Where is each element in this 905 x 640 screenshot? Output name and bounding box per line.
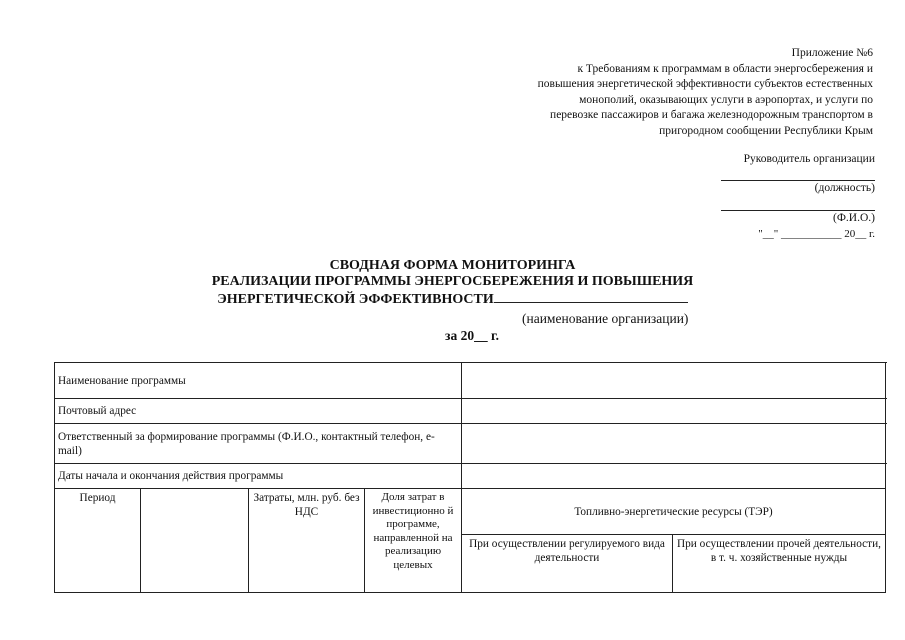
title-line-2: РЕАЛИЗАЦИИ ПРОГРАММЫ ЭНЕРГОСБЕРЕЖЕНИЯ И ПОВЫШЕНИЯ [211, 274, 694, 289]
row-label-dates: Даты начала и окончания действия программы [55, 464, 462, 489]
title-line-3-text: ЭНЕРГЕТИЧЕСКОЙ ЭФФЕКТИВНОСТИ [217, 292, 494, 307]
header-share: Доля затрат в инвестиционно й программе, направленной на реализацию целевых [365, 489, 462, 593]
value-responsible [462, 424, 886, 464]
approval-date: "__" ___________ 20__ г. [758, 228, 875, 240]
organization-name-blank [494, 290, 688, 303]
header-period: Период [55, 489, 141, 593]
row-label-responsible: Ответственный за формирование программы (Ф.И.О., контактный телефон, e-mail) [55, 424, 462, 464]
fio-caption: (Ф.И.О.) [833, 212, 875, 224]
approval-head: Руководитель организации [743, 153, 875, 165]
header-empty [141, 489, 249, 593]
appendix-line: пригородном сообщении Республики Крым [659, 124, 873, 137]
title-line-1: СВОДНАЯ ФОРМА МОНИТОРИНГА [329, 258, 576, 273]
appendix-line: повышения энергетической эффективности субъектов естественных [537, 78, 873, 91]
header-other: При осуществлении прочей деятельности, в т. ч. хозяйственные нужды [673, 535, 886, 593]
year-line: за 20__ г. [445, 328, 499, 343]
value-dates [462, 464, 886, 489]
row-label-program-name: Наименование программы [55, 363, 462, 399]
value-postal-address [462, 399, 886, 424]
table-row [55, 363, 886, 399]
position-caption: (должность) [814, 182, 875, 194]
form-title [0, 258, 905, 308]
table-row [55, 399, 886, 424]
appendix-line: монополий, оказывающих услуги в аэропортах, и услуги по [579, 93, 873, 106]
monitoring-table [54, 362, 886, 593]
position-line [721, 180, 875, 181]
title-line-3 [0, 290, 905, 308]
appendix-block [453, 46, 873, 140]
appendix-line: к Требованиям к программам в области энергосбережения и [577, 62, 873, 75]
appendix-line: перевозке пассажиров и багажа железнодорожным транспортом в [550, 109, 873, 122]
table-row [55, 464, 886, 489]
appendix-line: Приложение №6 [791, 47, 873, 59]
table-header-row [55, 489, 886, 535]
value-program-name [462, 363, 886, 399]
row-label-postal-address: Почтовый адрес [55, 399, 462, 424]
header-regulated: При осуществлении регулируемого вида деятельности [462, 535, 673, 593]
table-row [55, 424, 886, 464]
header-costs: Затраты, млн. руб. без НДС [249, 489, 365, 593]
fio-line [721, 210, 875, 211]
header-ter: Топливно-энергетические ресурсы (ТЭР) [462, 489, 886, 535]
organization-caption: (наименование организации) [522, 311, 689, 326]
